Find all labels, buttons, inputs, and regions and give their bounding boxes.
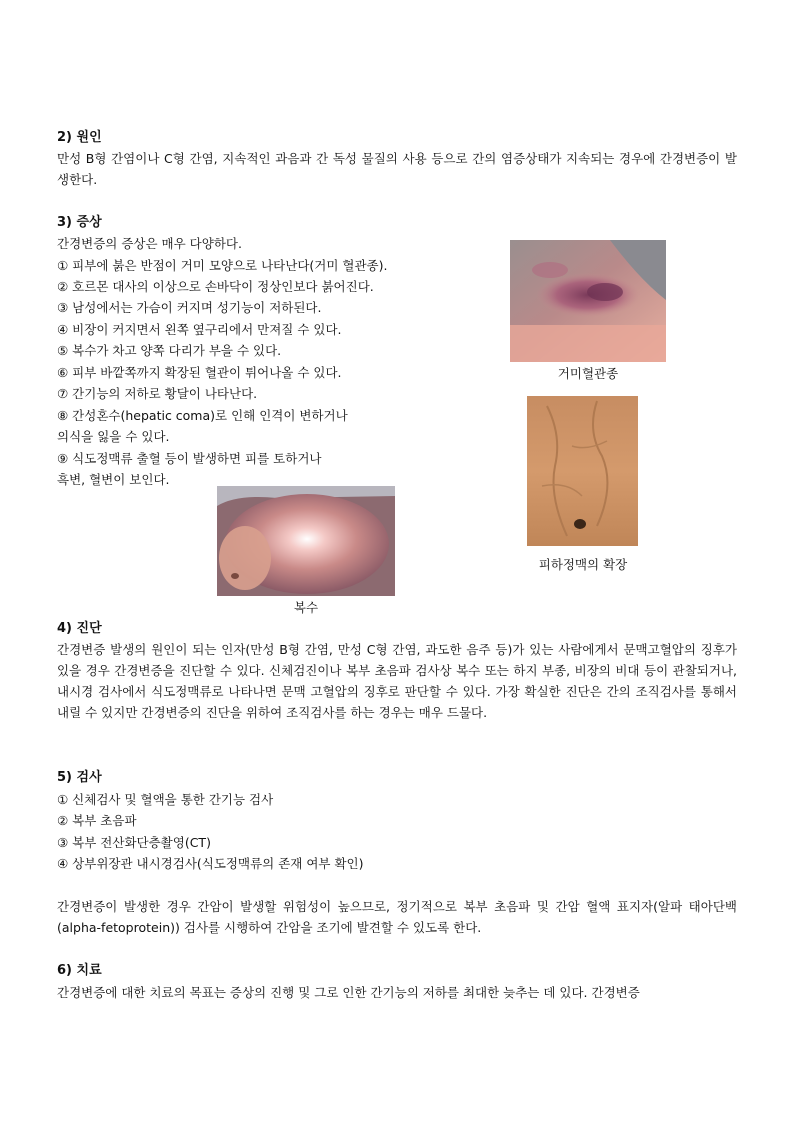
symptom-item: 의식을 잃을 수 있다. xyxy=(57,429,170,444)
treatment-text: 간경변증에 대한 치료의 목표는 증상의 진행 및 그로 인한 간기능의 저하를 최대한 늦추는 데 있다. 간경변증 xyxy=(57,985,640,1000)
symptom-item: ① 피부에 붉은 반점이 거미 모양으로 나타난다(거미 혈관종). xyxy=(57,258,388,273)
dilated-veins-photo xyxy=(527,396,638,546)
test-item: ① 신체검사 및 혈액을 통한 간기능 검사 xyxy=(57,792,274,807)
symptom-item: ⑦ 간기능의 저하로 황달이 나타난다. xyxy=(57,386,258,401)
test-item: ② 복부 초음파 xyxy=(57,813,137,828)
symptom-item: 흑변, 혈변이 보인다. xyxy=(57,472,170,487)
spider-angioma-photo xyxy=(510,240,666,362)
spider-angioma-caption: 거미혈관종 xyxy=(557,366,619,381)
symptom-item: ⑨ 식도정맥류 출혈 등이 발생하면 피를 토하거나 xyxy=(57,451,322,466)
symptom-item: ④ 비장이 커지면서 왼쪽 옆구리에서 만져질 수 있다. xyxy=(57,322,342,337)
diagnosis-text: 간경변증 발생의 원인이 되는 인자(만성 B형 간염, 만성 C형 간염, 과도한 음주 등)가 있는 사람에게서 문맥고혈압의 징후가 있을 경우 간경변증을 진단할 수 있다. 신체검진이나 복부 초음파 검사상 복수 또는 하지 부종, 비장의 비대 등이 관찰되거나, 내시경 검사에서 식도정맥류로 나타나면 문맥 고혈압의 징후로 판단할 수 있다. 가장 확실한 진단은 간의 조직검사를 통해서 내릴 수 있지만 간경변증의 진단을 위하여 조직검사를 하는 경우는 매우 드물다. xyxy=(57,642,737,720)
symptom-item: ⑥ 피부 바깥쪽까지 확장된 혈관이 튀어나올 수 있다. xyxy=(57,365,342,380)
test-item: ④ 상부위장관 내시경검사(식도정맥류의 존재 여부 확인) xyxy=(57,856,364,871)
tests-heading: 5) 검사 xyxy=(57,770,102,785)
symptoms-intro: 간경변증의 증상은 매우 다양하다. xyxy=(57,236,242,251)
treatment-heading: 6) 치료 xyxy=(57,963,102,978)
cause-text: 만성 B형 간염이나 C형 간염, 지속적인 과음과 간 독성 물질의 사용 등으로 간의 염증상태가 지속되는 경우에 간경변증이 발생한다. xyxy=(57,151,737,187)
ascites-caption: 복수 xyxy=(293,600,319,615)
tests-note: 간경변증이 발생한 경우 간암이 발생할 위험성이 높으므로, 정기적으로 복부 초음파 및 간암 혈액 표지자(알파 태아단백(alpha-fetoprotein)) 검사를 시행하여 간암을 조기에 발견할 수 있도록 한다. xyxy=(57,899,737,935)
symptoms-heading: 3) 증상 xyxy=(57,215,102,230)
symptom-item: ⑧ 간성혼수(hepatic coma)로 인해 인격이 변하거나 xyxy=(57,408,348,423)
symptom-item: ③ 남성에서는 가슴이 커지며 성기능이 저하된다. xyxy=(57,300,322,315)
symptom-item: ② 호르몬 대사의 이상으로 손바닥이 정상인보다 붉어진다. xyxy=(57,279,374,294)
test-item: ③ 복부 전산화단층촬영(CT) xyxy=(57,835,211,850)
ascites-photo xyxy=(217,486,395,596)
symptom-item: ⑤ 복수가 차고 양쪽 다리가 부을 수 있다. xyxy=(57,343,282,358)
diagnosis-heading: 4) 진단 xyxy=(57,621,102,636)
dilated-veins-caption: 피하정맥의 확장 xyxy=(538,557,628,572)
cause-heading: 2) 원인 xyxy=(57,130,102,145)
